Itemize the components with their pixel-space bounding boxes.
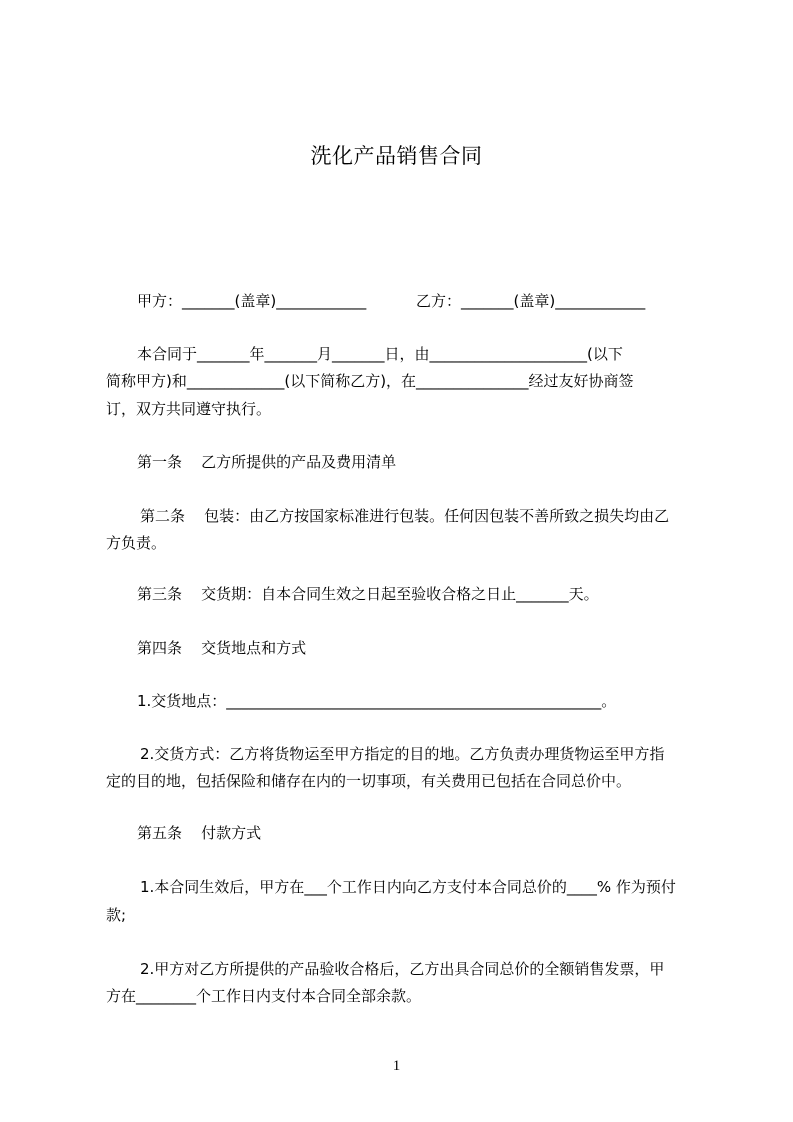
intro-line-3: 订，双方共同遵守执行。 <box>106 400 272 418</box>
delivery-method-line-2: 定的目的地，包括保险和储存在内的一切事项，有关费用已包括在合同总价中。 <box>106 772 632 790</box>
intro-line-1: 本合同于_______年_______月_______日，由_____________________(以下 <box>137 345 623 363</box>
article-1-heading: 第一条 乙方所提供的产品及费用清单 <box>137 453 397 471</box>
article-5-heading: 第五条 付款方式 <box>137 824 262 842</box>
article-3-line: 第三条 交货期：自本合同生效之日起至验收合格之日止_______天。 <box>137 585 599 603</box>
intro-line-2: 简称甲方)和_____________(以下简称乙方)，在_______________经过友好协商签 <box>106 372 634 390</box>
article-4-heading: 第四条 交货地点和方式 <box>137 639 307 657</box>
delivery-location-line: 1.交货地点：__________________________________________________。 <box>137 692 617 710</box>
page-title: 洗化产品销售合同 <box>310 144 483 168</box>
party-a-line: 甲方：_______(盖章)____________ <box>137 292 367 310</box>
payment-2-line-2: 方在________个工作日内支付本合同全部余款。 <box>106 987 422 1005</box>
payment-1-line-2: 款; <box>106 906 127 924</box>
article-2-line-2: 方负责。 <box>106 534 167 552</box>
article-2-line-1: 第二条 包装：由乙方按国家标准进行包装。任何因包装不善所致之损失均由乙 <box>140 507 670 525</box>
party-b-line: 乙方：_______(盖章)____________ <box>416 292 646 310</box>
payment-1-line-1: 1.本合同生效后，甲方在___个工作日内向乙方支付本合同总价的____% 作为预付 <box>140 878 676 896</box>
payment-2-line-1: 2.甲方对乙方所提供的产品验收合格后，乙方出具合同总价的全额销售发票，甲 <box>140 960 665 978</box>
delivery-method-line-1: 2.交货方式：乙方将货物运至甲方指定的目的地。乙方负责办理货物运至甲方指 <box>140 745 665 763</box>
page-number: 1 <box>392 1058 401 1074</box>
